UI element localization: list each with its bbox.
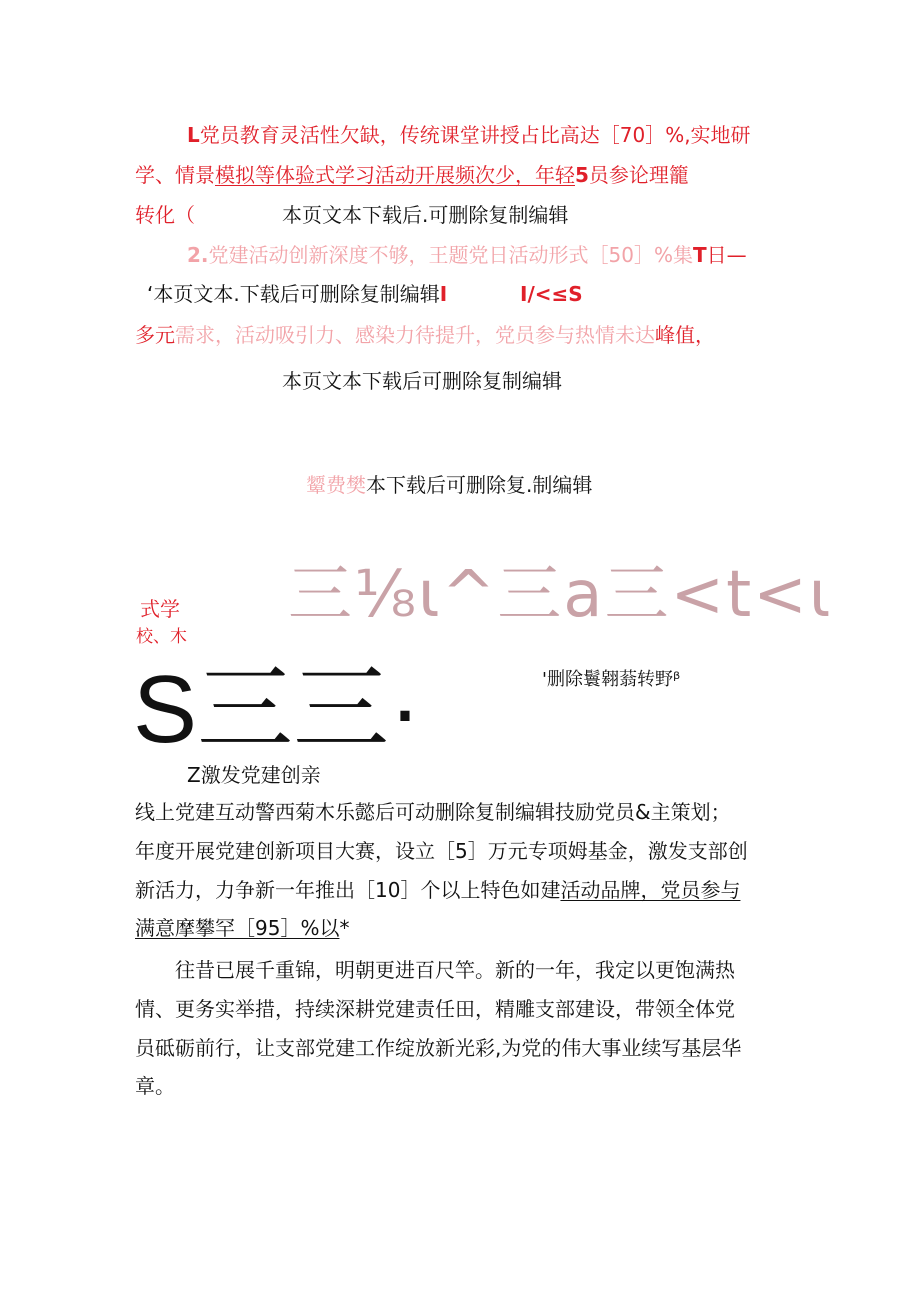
para2-line3-start: 多元 — [135, 323, 175, 347]
para1-line3-watermark: 本页文本下载后.可删除复制编辑 — [282, 203, 569, 227]
para1-line1-text: 党员教育灵活性欠缺，传统课堂讲授占比高达［70］%,实地研 — [199, 123, 751, 147]
para4-line4: 章。 — [135, 1074, 175, 1098]
para2-line2-watermark: ‘本页文本.下载后可删除复制编辑 — [147, 282, 440, 306]
para1-line2-bold: 5 — [575, 163, 589, 187]
mid-watermark-black: 本下载后可删除复.制编辑 — [366, 473, 593, 497]
para2-line3-mid: 需求，活动吸引力、感染力待提升，党员参与热情未达 — [175, 323, 655, 347]
para4-line1: 往昔已展千重锦，明朝更进百尺竿。新的一年，我定以更饱满热 — [175, 958, 735, 982]
para1-line2-end: 员参论理籠 — [588, 163, 689, 187]
para3-line2: 年度开展党建创新项目大赛，设立［5］万元专项姆基金，激发支部创 — [135, 839, 748, 863]
para3-line3 — [135, 877, 740, 903]
para2-line2 — [147, 281, 447, 307]
para4-line3: 员砥砺前行，让支部党建工作绽放新光彩,为党的伟大事业续写基层华 — [135, 1036, 742, 1060]
para1-line1 — [187, 122, 751, 148]
para1-line3-start: 转化（ — [135, 203, 195, 227]
para3-line4-underlined: 满意摩攀罕［95］%以 — [135, 916, 340, 940]
para2-line2-mark2: I/<≤S — [520, 282, 583, 306]
para2-line1-bold: T — [692, 243, 707, 267]
para1-line2 — [135, 162, 689, 188]
para3-line3-start: 新活力，力争新一年推出［10］个以上特色如建 — [135, 878, 561, 902]
para2-line3-end: 峰值， — [655, 323, 715, 347]
mid-watermark — [306, 472, 592, 498]
para3-line4 — [135, 915, 349, 941]
para3-heading: Z激发党建创亲 — [187, 763, 321, 787]
para2-line1-end: 日— — [706, 243, 747, 267]
para1-line3 — [135, 202, 195, 228]
mid-watermark-pink: 颦费樊 — [306, 473, 366, 497]
para3-line1: 线上党建互动警西菊木乐懿后可动删除复制编辑技励党员&主策划； — [135, 800, 731, 824]
garbled-left-1: 式学 — [140, 597, 180, 621]
garbled-left-2: 校、木 — [136, 627, 187, 647]
para2-line1-text: 党建活动创新深度不够，王题党日活动形式［50］%集 — [208, 243, 693, 267]
para2-line2-mark1: I — [439, 282, 448, 306]
para4-line2: 情、更务实举措，持续深耕党建责任田，精雕支部建设，带领全体党 — [135, 997, 735, 1021]
garbled-big-s: S三三· — [133, 656, 421, 763]
para3-line3-underlined: 活动品牌，党员参与 — [560, 878, 741, 902]
para2-line1 — [187, 242, 747, 268]
garbled-big-row: 三⅛ι^三a三<t<ι — [288, 558, 833, 632]
para3-line4-end: * — [339, 916, 350, 940]
para2-line4-watermark: 本页文本下载后可删除复制编辑 — [282, 369, 562, 393]
para2-marker: 2. — [187, 243, 209, 267]
para1-line2-start: 学、情景 — [135, 163, 215, 187]
para2-line3 — [135, 322, 715, 348]
para1-line2-underlined: 模拟等体验式学习活动开展频次少，年轻 — [215, 163, 575, 187]
garbled-side-note: '删除鬟翱蓊转野ᵝ — [542, 669, 681, 690]
para1-marker: L — [187, 123, 200, 147]
